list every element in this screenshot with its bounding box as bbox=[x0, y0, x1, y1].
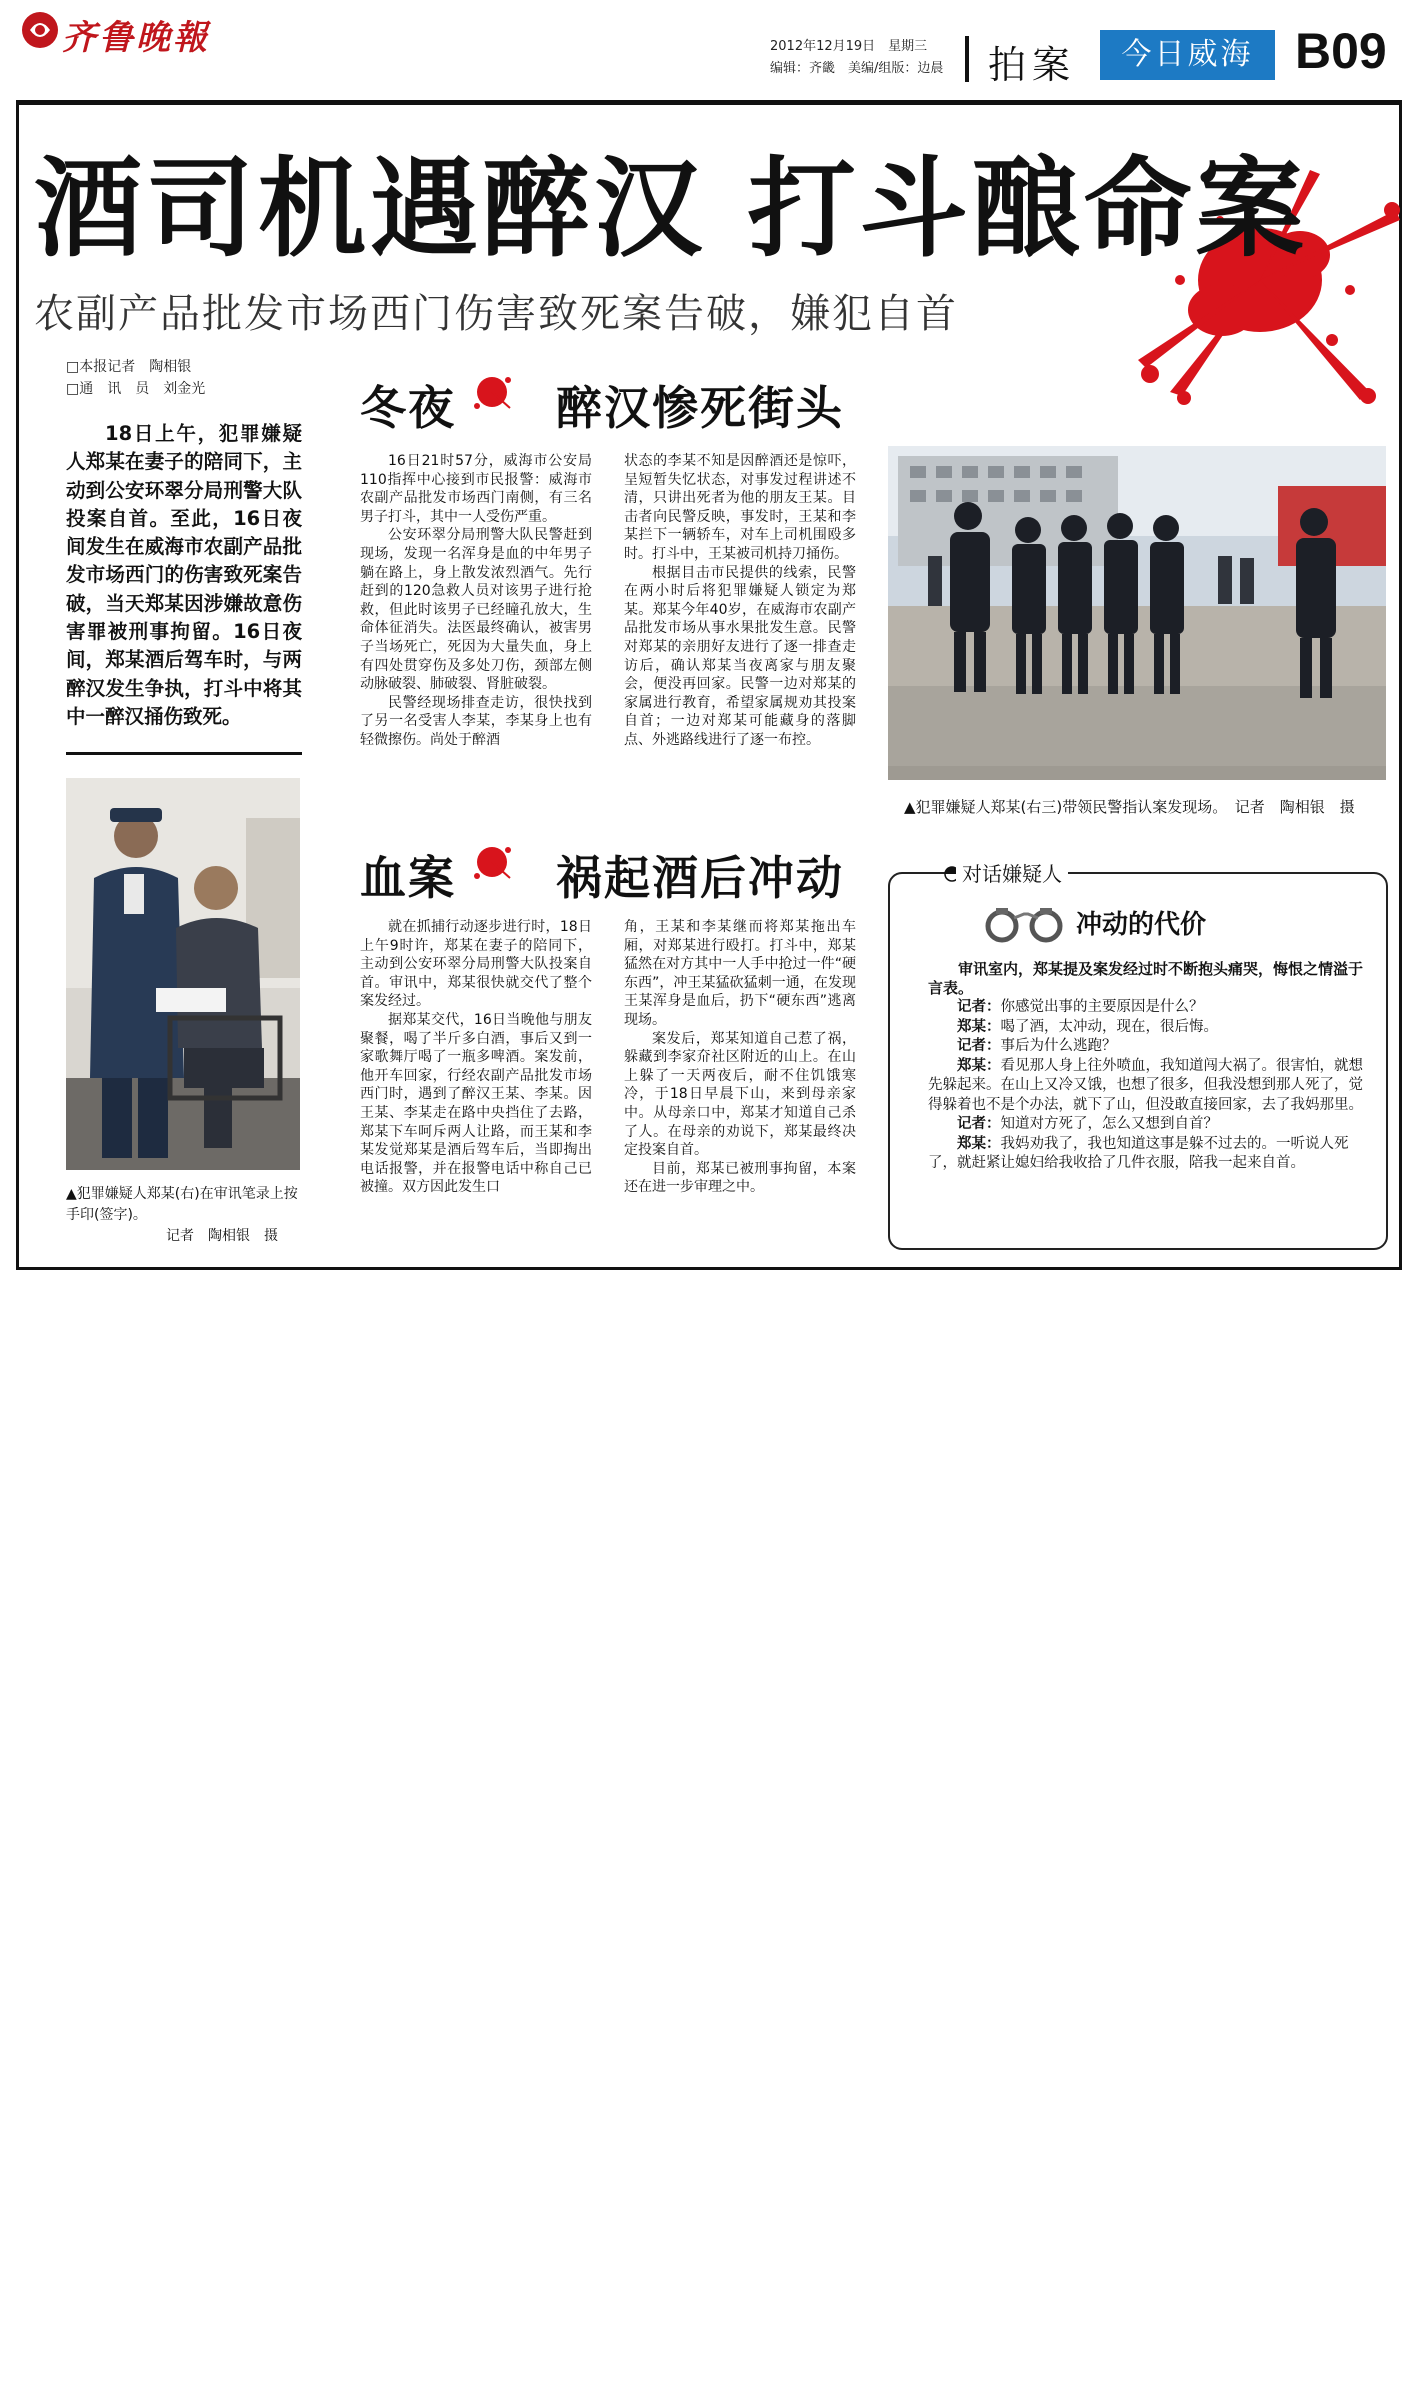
section1-heading-a: 冬夜 bbox=[360, 381, 456, 435]
frame-top-rule bbox=[16, 100, 1402, 105]
section1-column-2 bbox=[624, 452, 856, 750]
lead-rule bbox=[66, 752, 302, 755]
paragraph: 案发后，郑某知道自己惹了祸，躲藏到李家夼社区附近的山上。在山上躲了一天两夜后，耐不住饥饿寒冷，于18日早晨下山，来到母亲家中。从母亲口中，郑某才知道自己杀了人。在母亲的劝说下，郑某最终决定投案自首。 bbox=[624, 1030, 856, 1159]
qa-speaker: 郑某： bbox=[957, 1057, 1001, 1074]
qa-text: 事后为什么逃跑？ bbox=[1000, 1038, 1117, 1054]
lead-paragraph bbox=[66, 420, 302, 731]
qa-line bbox=[928, 1037, 1368, 1057]
section1-column-1 bbox=[360, 452, 592, 750]
qa-line bbox=[928, 1135, 1368, 1174]
paragraph: 就在抓捕行动逐步进行时，18日上午9时许，郑某在妻子的陪同下，主动到公安环翠分局刑警大队投案自首。审讯中，郑某很快就交代了整个案发经过。 bbox=[360, 919, 592, 1010]
byline-correspondent: □通 讯 员 刘金光 bbox=[66, 381, 206, 397]
qa-text: 看见那人身上往外喷血，我知道闯大祸了。很害怕，就想先躲起来。在山上又冷又饿，也想了很多，但我没想到那人死了，觉得躲着也不是个办法，就下了山，但没敢直接回家，去了我妈那里。 bbox=[928, 1057, 1363, 1113]
paragraph: 民警经现场排查走访，很快找到了另一名受害人李某，李某身上也有轻微擦伤。尚处于醉酒 bbox=[360, 694, 592, 748]
paragraph: 状态的李某不知是因醉酒还是惊吓，呈短暂失忆状态，对事发过程讲述不清，只讲出死者为他的朋友王某。目击者向民警反映，事发时，王某和李某拦下一辆轿车，对车上司机围殴多时。打斗中，王某被司机持刀捅伤。 bbox=[624, 453, 856, 562]
photo-left-caption-text: ▲犯罪嫌疑人郑某(右)在审讯笔录上按手印(签字)。 bbox=[66, 1186, 298, 1223]
section1-heading-b: 醉汉惨死街头 bbox=[556, 381, 844, 435]
subheadline: 农副产品批发市场西门伤害致死案告破，嫌犯自首 bbox=[34, 291, 958, 337]
lead-text: 18日上午，犯罪嫌疑人郑某在妻子的陪同下，主动到公安环翠分局刑警大队投案自首。至此，16日夜间发生在威海市农副产品批发市场西门的伤害致死案告破，当天郑某因涉嫌故意伤害罪被刑事拘留。16日夜间，郑某酒后驾车时，与两醉汉发生争执，打斗中将其中一醉汉捅伤致死。 bbox=[66, 422, 302, 728]
blood-drop-icon bbox=[472, 372, 512, 412]
photo-right-caption: ▲犯罪嫌疑人郑某(右三)带领民警指认案发现场。 记者 陶相银 摄 bbox=[904, 798, 1355, 816]
crime-scene-photo bbox=[888, 446, 1386, 780]
qa-line bbox=[928, 1057, 1368, 1116]
qa-text: 知道对方死了，怎么又想到自首？ bbox=[1000, 1116, 1218, 1132]
section-name: 拍案 bbox=[988, 43, 1077, 87]
qa-text: 你感觉出事的主要原因是什么？ bbox=[1000, 999, 1204, 1015]
qa-speaker: 记者： bbox=[957, 1116, 1001, 1132]
region-badge: 今日威海 bbox=[1100, 30, 1275, 80]
dialog-label: 对话嫌疑人 bbox=[956, 858, 1068, 887]
qa-speaker: 郑某： bbox=[957, 1135, 1001, 1152]
paragraph: 公安环翠分局刑警大队民警赶到现场，发现一名浑身是血的中年男子躺在路上，身上散发浓烈酒气。先行赶到的120急救人员对该男子进行抢救，但此时该男子已经瞳孔放大，生命体征消失。法医最终确认，被害男子当场死亡，死因为大量失血，身上有四处贯穿伤及多处刀伤，颈部左侧动脉破裂、肺破裂、肾脏破裂。 bbox=[360, 527, 592, 693]
editor-credits: 编辑：齐畿 美编/组版：边晨 bbox=[770, 61, 944, 76]
headline: 酒司机遇醉汉 打斗酿命案 bbox=[34, 147, 1308, 272]
paragraph: 角，王某和李某继而将郑某拖出车厢，对郑某进行殴打。打斗中，郑某猛然在对方其中一人手中抢过一件“硬东西”，冲王某猛砍猛刺一通，在发现王某浑身是血后，扔下“硬东西”逃离现场。 bbox=[624, 919, 856, 1028]
qa-speaker: 郑某： bbox=[957, 1018, 1001, 1035]
qa-line bbox=[928, 1018, 1368, 1038]
page-number: B09 bbox=[1295, 23, 1387, 79]
dialog-intro: 审讯室内，郑某提及案发经过时不断抱头痛哭，悔恨之情溢于言表。 bbox=[928, 960, 1364, 997]
qa-text: 我妈劝我了，我也知道这事是躲不过去的。一听说人死了，就赶紧让媳妇给我收拾了几件衣服，陪我一起来自首。 bbox=[928, 1135, 1349, 1171]
paragraph: 据郑某交代，16日当晚他与朋友聚餐，喝了半斤多白酒，事后又到一家歌舞厅喝了一瓶多啤酒。案发前，他开车回家，行经农副产品批发市场西门时，遇到了醉汉王某、李某。因王某、李某走在路中央挡住了去路，郑某下车呵斥两人让路，而王某和李某发觉郑某是酒后驾车后，当即掏出电话报警，并在报警电话中称自己已被撞。双方因此发生口 bbox=[360, 1011, 592, 1196]
interrogation-photo bbox=[66, 778, 300, 1170]
qa-text: 喝了酒，太冲动，现在，很后悔。 bbox=[1000, 1018, 1218, 1035]
section2-heading-a: 血案 bbox=[360, 851, 456, 905]
paragraph: 目前，郑某已被刑事拘留，本案还在进一步审理之中。 bbox=[624, 1160, 856, 1196]
section2-column-2 bbox=[624, 918, 856, 1197]
blood-drop-icon bbox=[472, 842, 512, 882]
paragraph: 16日21时57分，威海市公安局110指挥中心接到市民报警：威海市农副产品批发市场西门南侧，有三名男子打斗，其中一人受伤严重。 bbox=[360, 453, 592, 525]
dialog-qa bbox=[928, 998, 1368, 1174]
photo-left-caption bbox=[66, 1184, 302, 1247]
issue-date: 2012年12月19日 星期三 bbox=[770, 39, 928, 54]
qa-speaker: 记者： bbox=[957, 999, 1001, 1015]
handcuffs-icon bbox=[984, 896, 1068, 948]
qa-speaker: 记者： bbox=[957, 1038, 1001, 1054]
header-meta bbox=[770, 36, 950, 80]
byline-reporter: □本报记者 陶相银 bbox=[66, 359, 192, 375]
qa-line bbox=[928, 1115, 1368, 1135]
byline bbox=[66, 356, 205, 400]
section2-heading-b: 祸起酒后冲动 bbox=[556, 851, 844, 905]
header-divider bbox=[965, 36, 969, 82]
dialog-title: 冲动的代价 bbox=[1076, 910, 1207, 940]
section2-column-1 bbox=[360, 918, 592, 1197]
qa-line bbox=[928, 998, 1368, 1018]
photo-left-credit: 记者 陶相银 摄 bbox=[166, 1228, 278, 1244]
paragraph: 根据目击市民提供的线索，民警在两小时后将犯罪嫌疑人锁定为郑某。郑某今年40岁，在威海市农副产品批发市场从事水果批发生意。民警对郑某的亲朋好友进行了逐一排查走访后，确认郑某当夜离家与朋友聚会，便没再回家。民警一边对郑某的家属进行教育，希望家属规劝其投案自首；一边对郑某可能藏身的落脚点、外逃路线进行了逐一布控。 bbox=[624, 564, 856, 748]
newspaper-name: 齐鲁晚報 bbox=[62, 18, 210, 58]
